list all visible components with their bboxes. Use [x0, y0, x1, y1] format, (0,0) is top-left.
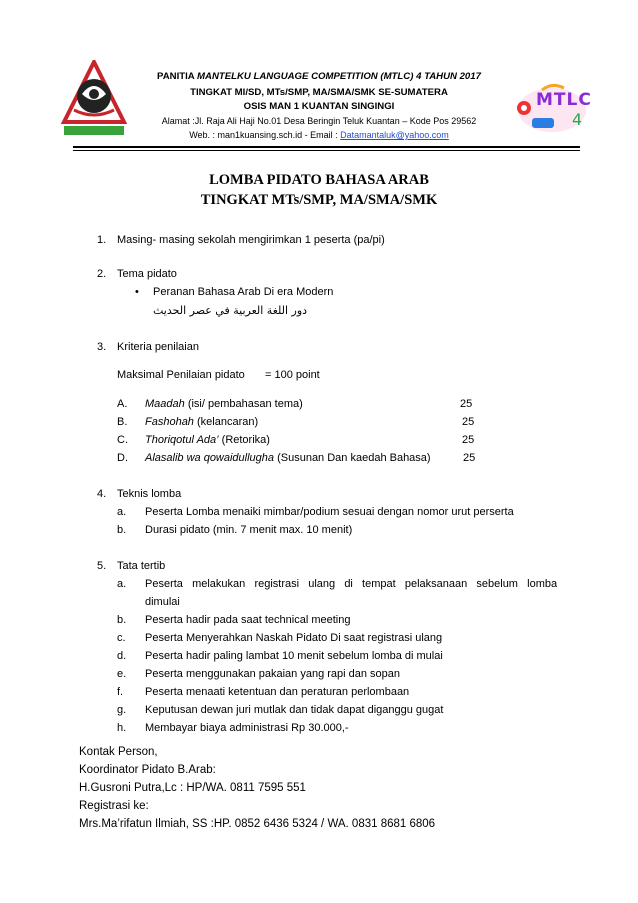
header-address: Alamat :Jl. Raja Ali Haji No.01 Desa Beringin Teluk Kuantan – Kode Pos 29562	[161, 116, 477, 126]
section-2-number: 2.	[97, 268, 107, 280]
section-5-number: 5.	[97, 560, 107, 572]
mtlc-logo-number: 4	[572, 110, 583, 129]
list-item: Peserta hadir pada saat technical meeting	[145, 614, 351, 626]
list-item: Membayar biaya administrasi Rp 30.000,-	[145, 722, 349, 734]
section-4-number: 4.	[97, 488, 107, 500]
header-rule	[73, 146, 580, 148]
criteria-score: 25	[463, 452, 476, 464]
list-item: Keputusan dewan juri mutlak dan tidak dapat diganggu gugat	[145, 704, 444, 716]
list-item: Durasi pidato (min. 7 menit max. 10 menit)	[145, 524, 353, 536]
theme-text: Peranan Bahasa Arab Di era Modern	[153, 286, 334, 298]
section-5-text: Tata tertib	[117, 560, 166, 572]
list-item: Peserta hadir paling lambat 10 menit sebelum lomba di mulai	[145, 650, 443, 662]
list-letter: e.	[117, 668, 127, 680]
section-3-number: 3.	[97, 341, 107, 353]
list-letter: c.	[117, 632, 126, 644]
section-1-number: 1.	[97, 234, 107, 246]
mtlc-logo-text: MTLC	[536, 90, 592, 110]
criteria-item: Maadah (isi/ pembahasan tema)	[145, 398, 303, 410]
header-web-email: Web. : man1kuansing.sch.id - Email : Datamantaluk@yahoo.com	[189, 130, 449, 140]
bullet-icon: •	[135, 286, 139, 298]
header-line-3: OSIS MAN 1 KUANTAN SINGINGI	[243, 101, 395, 112]
list-item: Peserta Menyerahkan Naskah Pidato Di saat registrasi ulang	[145, 632, 443, 644]
list-item: Peserta menaati ketentuan dan peraturan perlombaan	[145, 686, 410, 698]
contact-registration-phone: Mrs.Ma’rifatun Ilmiah, SS :HP. 0852 6436 5324 / WA. 0831 8681 6806	[79, 818, 436, 830]
contact-coordinator: Koordinator Pidato B.Arab:	[79, 764, 216, 776]
header-line-1: PANITIA MANTELKU LANGUAGE COMPETITION (MTLC) 4 TAHUN 2017	[157, 71, 481, 82]
list-letter: b.	[117, 614, 127, 626]
list-item: Peserta menggunakan pakaian yang rapi dan sopan	[145, 668, 401, 680]
list-letter: d.	[117, 650, 127, 662]
email-link[interactable]: Datamantaluk@yahoo.com	[340, 130, 449, 140]
section-2-text: Tema pidato	[117, 268, 177, 280]
section-3-text: Kriteria penilaian	[117, 341, 199, 353]
contact-heading: Kontak Person,	[79, 746, 158, 758]
section-1-text: Masing- masing sekolah mengirimkan 1 peserta (pa/pi)	[117, 234, 385, 246]
list-letter: a.	[117, 506, 127, 518]
criteria-score: 25	[460, 398, 473, 410]
contact-registration-heading: Registrasi ke:	[79, 800, 149, 812]
max-score-label: Maksimal Penilaian pidato	[117, 369, 245, 381]
header-rule-thin	[73, 150, 580, 151]
criteria-letter: A.	[117, 398, 128, 410]
criteria-item: Alasalib wa qowaidullugha (Susunan Dan kaedah Bahasa)	[145, 452, 431, 464]
max-score-value: = 100 point	[265, 369, 320, 381]
list-item: Peserta melakukan registrasi ulang di tempat pelaksanaan sebelum lomba	[145, 578, 558, 590]
criteria-letter: C.	[117, 434, 128, 446]
list-letter: b.	[117, 524, 127, 536]
list-letter: h.	[117, 722, 127, 734]
criteria-item: Thoriqotul Ada’ (Retorika)	[145, 434, 270, 446]
list-item-continuation: dimulai	[145, 596, 180, 608]
list-letter: a.	[117, 578, 127, 590]
criteria-score: 25	[462, 434, 475, 446]
list-item: Peserta Lomba menaiki mimbar/podium sesuai dengan nomor urut perserta	[145, 506, 514, 518]
document-title: LOMBA PIDATO BAHASA ARAB	[209, 172, 429, 188]
document-subtitle: TINGKAT MTs/SMP, MA/SMA/SMK	[200, 192, 438, 208]
criteria-letter: B.	[117, 416, 128, 428]
list-letter: g.	[117, 704, 127, 716]
criteria-item: Fashohah (kelancaran)	[145, 416, 259, 428]
criteria-score: 25	[462, 416, 475, 428]
header-line-2: TINGKAT MI/SD, MTs/SMP, MA/SMA/SMK SE-SUMATERA	[190, 87, 448, 98]
list-letter: f.	[117, 686, 124, 698]
section-4-text: Teknis lomba	[117, 488, 182, 500]
theme-arabic: دور اللغة العربية في عصر الحديث	[153, 304, 308, 317]
criteria-letter: D.	[117, 452, 128, 464]
contact-coordinator-phone: H.Gusroni Putra,Lc : HP/WA. 0811 7595 551	[79, 782, 306, 794]
